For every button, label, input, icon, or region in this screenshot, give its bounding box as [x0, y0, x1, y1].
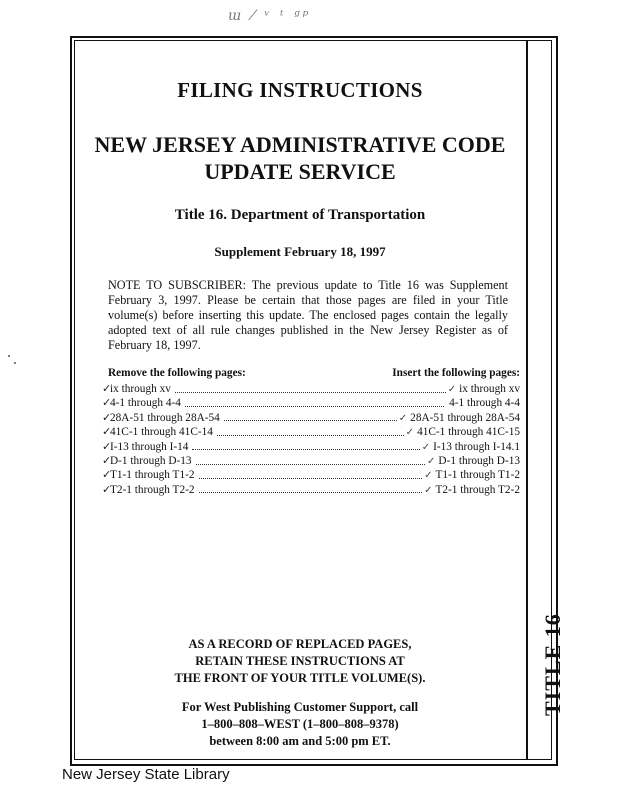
code-title-line-1: NEW JERSEY ADMINISTRATIVE CODE — [94, 132, 506, 157]
insert-pages: T2-1 through T2-2 — [435, 483, 520, 496]
insert-pages: T1-1 through T1-2 — [435, 469, 520, 482]
check-mark-icon: ✓ — [102, 469, 112, 482]
insert-pages: ix through xv — [459, 383, 520, 395]
remove-pages: 41C-1 through 41C-14 — [110, 426, 213, 439]
support-hours: between 8:00 am and 5:00 pm ET. — [209, 734, 391, 748]
insert-pages: 41C-1 through 41C-15 — [417, 426, 520, 439]
check-mark-icon: ✓ — [102, 454, 112, 467]
check-mark-icon: ✓ — [102, 440, 112, 453]
retain-notice-line-3: THE FRONT OF YOUR TITLE VOLUME(S). — [174, 671, 426, 685]
insert-header: Insert the following pages: — [392, 367, 520, 379]
dot-leader — [224, 420, 397, 421]
check-mark-icon: ✓ — [102, 483, 112, 496]
handwritten-scribble: ɯ ⁄ ᵛ ᵗ ᵍᵖ — [228, 8, 312, 24]
code-title-line-2: UPDATE SERVICE — [204, 159, 396, 184]
table-rows — [102, 382, 520, 497]
dot-leader — [196, 464, 425, 465]
retain-notice-line-1: AS A RECORD OF REPLACED PAGES, — [188, 637, 412, 651]
table-row — [102, 396, 520, 410]
remove-pages: D-1 through D-13 — [110, 454, 192, 467]
document-body — [80, 40, 520, 497]
insert-check-mark-icon: ✓ — [398, 412, 408, 424]
table-row — [102, 483, 520, 497]
remove-pages: T1-1 through T1-2 — [110, 469, 195, 482]
footer-block — [80, 636, 520, 750]
table-row — [102, 411, 520, 425]
remove-pages: I-13 through I-14 — [110, 440, 189, 453]
table-row — [102, 454, 520, 468]
page-replacement-table — [102, 367, 520, 497]
table-header — [108, 367, 520, 379]
insert-pages: D-1 through D-13 — [438, 454, 520, 467]
tab-divider — [526, 40, 528, 760]
insert-pages: 28A-51 through 28A-54 — [410, 411, 520, 424]
check-mark-icon: ✓ — [102, 397, 112, 410]
remove-pages: ix through xv — [110, 383, 171, 395]
table-row — [102, 425, 520, 439]
dot-leader — [185, 406, 444, 407]
insert-check-mark-icon: ✓ — [424, 470, 433, 482]
remove-header: Remove the following pages: — [108, 367, 246, 379]
remove-pages: 4-1 through 4-4 — [110, 397, 181, 410]
dot-leader — [192, 449, 419, 450]
retain-notice — [80, 636, 520, 687]
note-to-subscriber: NOTE TO SUBSCRIBER: The previous update to Title 16 was Supplement February 3, 1997. Please be certain that those pages are filed in your Title volume(s) before inserting this update. The enclosed pages contain the legally adopted text of all rule changes published in the New Jersey Register as of February 18, 1997. — [108, 278, 508, 352]
remove-pages: T2-1 through T2-2 — [110, 483, 195, 496]
library-stamp: New Jersey State Library — [62, 766, 230, 783]
supplement-date: Supplement February 18, 1997 — [214, 244, 386, 259]
dot-leader — [217, 435, 404, 436]
remove-pages: 28A-51 through 28A-54 — [110, 411, 220, 424]
dot-leader — [199, 478, 423, 479]
check-mark-icon: ✓ — [102, 383, 112, 395]
title-heading: Title 16. Department of Transportation — [174, 207, 426, 223]
dot-leader — [175, 392, 446, 393]
support-line-1: For West Publishing Customer Support, call — [181, 700, 419, 714]
insert-check-mark-icon: ✓ — [405, 427, 415, 439]
insert-check-mark-icon: ✓ — [447, 384, 457, 395]
support-phone: 1–800–808–WEST (1–800–808–9378) — [201, 717, 399, 731]
retain-notice-line-2: RETAIN THESE INSTRUCTIONS AT — [195, 654, 405, 668]
customer-support — [80, 699, 520, 750]
insert-pages: 4-1 through 4-4 — [449, 397, 520, 410]
scan-speck — [14, 362, 16, 364]
title-tab-label: TITLE 16 — [540, 613, 565, 716]
insert-check-mark-icon: ✓ — [424, 484, 433, 496]
insert-check-mark-icon: ✓ — [427, 455, 436, 467]
code-title — [80, 131, 520, 185]
insert-pages: I-13 through I-14.1 — [433, 440, 520, 453]
dot-leader — [199, 492, 423, 493]
check-mark-icon: ✓ — [102, 411, 112, 424]
table-row — [102, 440, 520, 454]
table-row — [102, 468, 520, 482]
table-row — [102, 382, 520, 396]
filing-instructions-heading: FILING INSTRUCTIONS — [177, 78, 423, 102]
insert-check-mark-icon: ✓ — [421, 441, 431, 453]
check-mark-icon: ✓ — [102, 426, 112, 439]
scan-speck — [8, 355, 10, 357]
